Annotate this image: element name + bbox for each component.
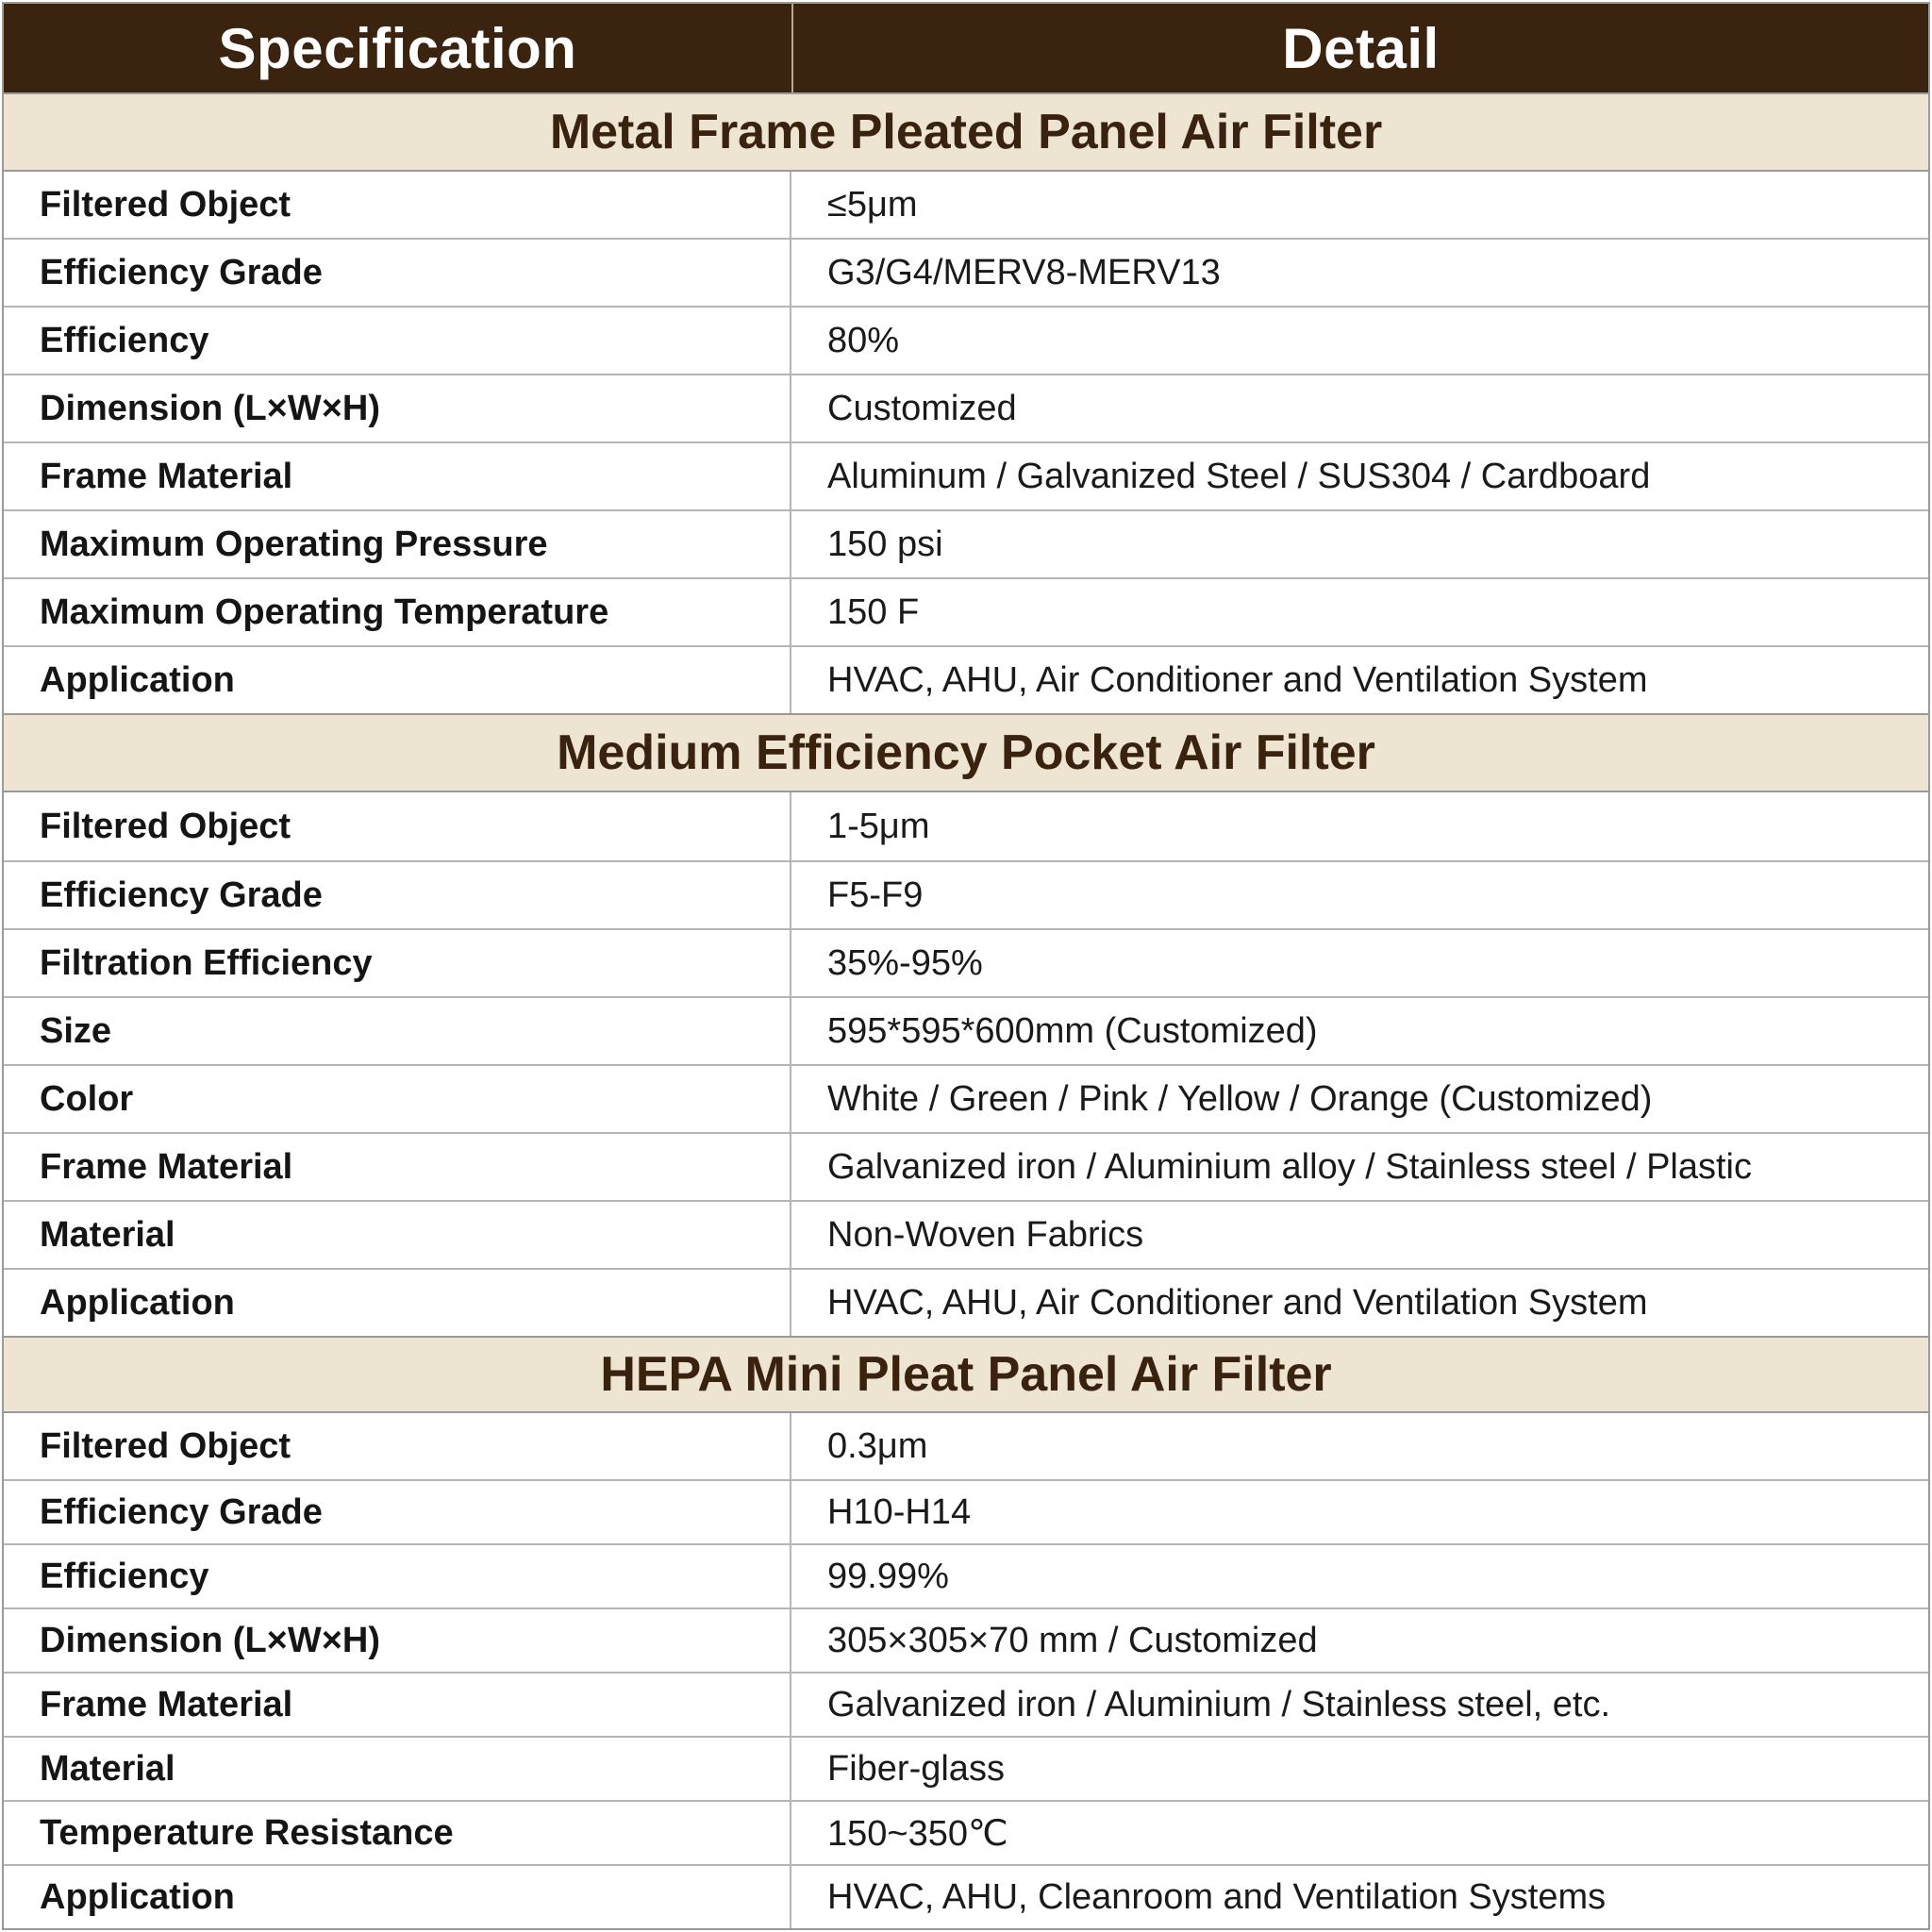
spec-cell: Filtered Object xyxy=(4,792,791,860)
spec-cell: Filtered Object xyxy=(4,172,791,238)
table-row xyxy=(4,1672,1928,1736)
spec-cell: Efficiency xyxy=(4,1545,791,1607)
spec-table xyxy=(2,2,1930,1930)
detail-cell: G3/G4/MERV8-MERV13 xyxy=(827,252,1221,292)
detail-cell: 80% xyxy=(827,320,900,360)
spec-cell: Frame Material xyxy=(4,1134,791,1200)
spec-cell: Efficiency Grade xyxy=(4,240,791,306)
table-row xyxy=(4,1132,1928,1200)
specification-column-header: Specification xyxy=(4,4,793,92)
spec-cell: Material xyxy=(4,1202,791,1268)
spec-cell: Efficiency Grade xyxy=(4,1481,791,1543)
detail-cell: HVAC, AHU, Air Conditioner and Ventilation System xyxy=(827,1282,1648,1323)
spec-cell: Dimension (L×W×H) xyxy=(4,375,791,441)
table-row xyxy=(4,996,1928,1064)
detail-cell: White / Green / Pink / Yellow / Orange (Customized) xyxy=(827,1078,1653,1119)
spec-cell: Filtration Efficiency xyxy=(4,930,791,996)
spec-cell: Frame Material xyxy=(4,1674,791,1736)
table-row xyxy=(4,374,1928,441)
detail-cell: H10-H14 xyxy=(827,1491,972,1532)
table-row xyxy=(4,577,1928,645)
table-row xyxy=(4,1800,1928,1864)
detail-cell: Fiber-glass xyxy=(827,1748,1005,1789)
detail-cell: 150 psi xyxy=(827,524,943,564)
detail-cell: 99.99% xyxy=(827,1556,949,1596)
spec-cell: Efficiency xyxy=(4,308,791,374)
table-row xyxy=(4,1736,1928,1800)
detail-cell: Galvanized iron / Aluminium / Stainless steel, etc. xyxy=(827,1684,1611,1724)
detail-cell: HVAC, AHU, Air Conditioner and Ventilation System xyxy=(827,659,1648,700)
spec-cell: Material xyxy=(4,1738,791,1800)
detail-cell: HVAC, AHU, Cleanroom and Ventilation Systems xyxy=(827,1876,1607,1917)
table-row xyxy=(4,172,1928,238)
spec-cell: Color xyxy=(4,1066,791,1132)
table-header xyxy=(4,4,1928,92)
detail-cell: F5-F9 xyxy=(827,874,924,915)
spec-cell: Dimension (L×W×H) xyxy=(4,1609,791,1672)
spec-cell: Temperature Resistance xyxy=(4,1802,791,1864)
table-row xyxy=(4,306,1928,374)
spec-cell: Application xyxy=(4,1866,791,1928)
detail-cell: 150 F xyxy=(827,591,920,632)
detail-cell: Aluminum / Galvanized Steel / SUS304 / Cardboard xyxy=(827,456,1651,496)
spec-cell: Maximum Operating Pressure xyxy=(4,511,791,577)
detail-cell: Customized xyxy=(827,388,1017,428)
table-row xyxy=(4,1064,1928,1132)
detail-cell: 595*595*600mm (Customized) xyxy=(827,1010,1318,1051)
table-row xyxy=(4,1543,1928,1607)
detail-cell: Non-Woven Fabrics xyxy=(827,1214,1144,1255)
spec-cell: Maximum Operating Temperature xyxy=(4,579,791,645)
spec-cell: Frame Material xyxy=(4,443,791,509)
spec-cell: Size xyxy=(4,998,791,1064)
detail-cell: 150~350℃ xyxy=(827,1813,1008,1854)
table-row xyxy=(4,1413,1928,1479)
table-row xyxy=(4,1479,1928,1543)
table-row xyxy=(4,509,1928,577)
section-title: HEPA Mini Pleat Panel Air Filter xyxy=(4,1336,1928,1413)
spec-cell: Application xyxy=(4,647,791,713)
table-row xyxy=(4,1864,1928,1928)
table-row xyxy=(4,1607,1928,1672)
section-title: Metal Frame Pleated Panel Air Filter xyxy=(4,92,1928,172)
table-row xyxy=(4,238,1928,306)
table-row xyxy=(4,1200,1928,1268)
detail-cell: ≤5μm xyxy=(827,184,918,225)
detail-cell: 305×305×70 mm / Customized xyxy=(827,1620,1318,1660)
table-row xyxy=(4,1268,1928,1336)
spec-cell: Filtered Object xyxy=(4,1413,791,1479)
table-row xyxy=(4,792,1928,860)
detail-cell: Galvanized iron / Aluminium alloy / Stainless steel / Plastic xyxy=(827,1146,1752,1187)
detail-cell: 35%-95% xyxy=(827,942,983,983)
spec-cell: Efficiency Grade xyxy=(4,862,791,928)
spec-cell: Application xyxy=(4,1270,791,1336)
table-row xyxy=(4,441,1928,509)
detail-column-header: Detail xyxy=(1282,16,1440,80)
detail-cell: 0.3μm xyxy=(827,1425,928,1466)
table-row xyxy=(4,860,1928,928)
table-row xyxy=(4,928,1928,996)
table-row xyxy=(4,645,1928,713)
detail-cell: 1-5μm xyxy=(827,806,930,846)
section-title: Medium Efficiency Pocket Air Filter xyxy=(4,713,1928,792)
